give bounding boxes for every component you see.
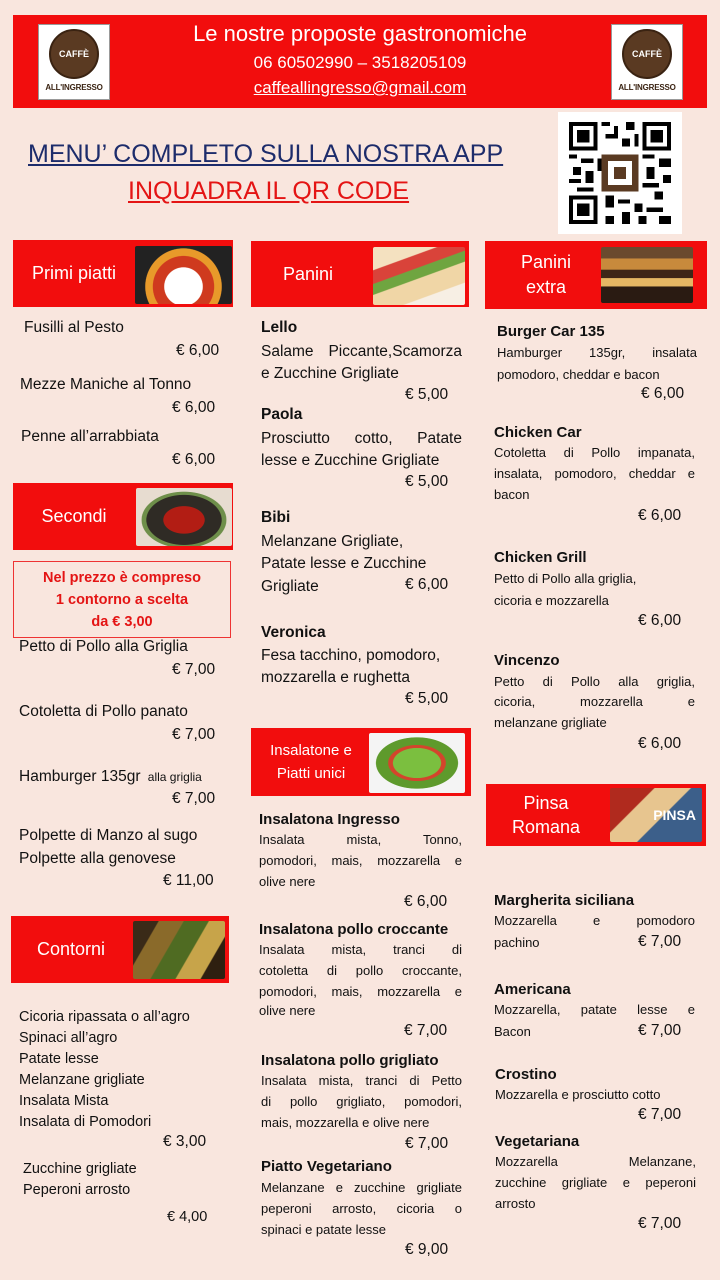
cafe-logo-right: [611, 24, 683, 100]
dish-price: € 7,00: [638, 933, 682, 950]
dish-price: € 6,00: [641, 385, 685, 402]
section-secondi: [13, 483, 233, 550]
app-promo-title: MENU’ COMPLETO SULLA NOSTRA APP: [28, 140, 504, 168]
sandwich-photo: [373, 247, 465, 305]
dish-price: € 6,00: [404, 893, 448, 910]
dish-price: € 6,00: [638, 735, 682, 752]
dish-price: € 6,00: [176, 342, 220, 359]
dish-desc: Insalata mista, tranci di Petto: [261, 1073, 462, 1088]
dish-desc: mozzarella e rughetta: [261, 669, 411, 686]
section-title: Contorni: [36, 939, 106, 959]
list-item: Insalata Mista: [19, 1093, 109, 1109]
dish-price: € 7,00: [172, 661, 216, 678]
dish-desc: olive nere: [259, 1003, 316, 1018]
dish-desc: pomodoro, cheddar e bacon: [497, 367, 660, 382]
logo-text: ALL'INGRESSO: [45, 83, 103, 92]
section-pinsa-romana: [486, 784, 706, 846]
dish-desc: mais, mozzarella e olive nere: [261, 1115, 430, 1130]
dish-name: Insalatona Ingresso: [259, 811, 400, 828]
dish-desc: Petto di Pollo alla griglia,: [494, 571, 637, 586]
dish-name: Insalatona pollo croccante: [259, 921, 449, 938]
dish-desc: arrosto: [495, 1196, 536, 1211]
dish-desc: Mozzarella Melanzane,: [495, 1154, 696, 1169]
dish-desc: Mozzarella e pomodoro: [494, 913, 695, 928]
dish-desc: Mozzarella, patate lesse e: [494, 1002, 695, 1017]
list-item: Spinaci all’agro: [19, 1030, 118, 1046]
dish-desc: insalata, pomodoro, cheddar e: [494, 466, 695, 481]
dish-price: € 11,00: [163, 872, 214, 889]
dish-desc: Melanzane e zucchine grigliate: [261, 1180, 462, 1195]
dish-name: Insalatona pollo grigliato: [261, 1052, 439, 1069]
dish-name: Penne all’arrabbiata: [21, 428, 159, 445]
pinsa-badge: PINSA: [653, 807, 696, 823]
header-email-link[interactable]: caffeallingresso@gmail.com: [253, 78, 467, 97]
section-panini: [251, 241, 469, 307]
section-title: Secondi: [41, 506, 107, 526]
list-item: Melanzane grigliate: [19, 1072, 145, 1088]
dish-desc: pachino: [494, 935, 540, 950]
qr-instruction: INQUADRA IL QR CODE: [128, 177, 410, 205]
dish-desc: Melanzane Grigliate,: [261, 533, 404, 550]
dish-name: Crostino: [495, 1066, 557, 1083]
dish-name: Bibi: [261, 509, 291, 526]
dish-name: Vegetariana: [495, 1133, 580, 1150]
logo-text: ALL'INGRESSO: [618, 83, 676, 92]
qr-code[interactable]: [558, 112, 682, 234]
section-title: Pinsa Romana: [511, 793, 581, 837]
contorni-list-1: [19, 1007, 190, 1133]
section-contorni: [11, 916, 229, 983]
dish-desc: melanzane grigliate: [494, 715, 607, 730]
pinsa-photo: [610, 788, 702, 842]
dish-desc: Mozzarella e prosciutto cotto: [495, 1087, 661, 1102]
section-title: Insalatone e Piatti unici: [270, 742, 352, 782]
dish-name: Chicken Grill: [494, 549, 587, 566]
dish-desc: Insalata mista, Tonno,: [259, 832, 462, 847]
dish-desc: bacon: [494, 487, 530, 502]
dish-price: € 7,00: [638, 1022, 682, 1039]
dish-price: € 6,00: [638, 612, 682, 629]
list-item: Patate lesse: [19, 1051, 99, 1067]
section-insalatone: [251, 728, 471, 796]
dish-price: € 6,00: [172, 399, 216, 416]
section-title: Panini: [282, 263, 334, 284]
dish-price: € 3,00: [163, 1133, 207, 1150]
dish-price: € 7,00: [404, 1022, 448, 1039]
dish-price: € 4,00: [167, 1209, 208, 1225]
dish-price: € 6,00: [405, 576, 449, 593]
dish-price: € 6,00: [172, 451, 216, 468]
dish-price: € 5,00: [405, 690, 449, 707]
dish-name: Vincenzo: [494, 652, 560, 669]
dish-desc: cicoria, mozzarella e: [494, 694, 695, 709]
burger-photo: [601, 247, 693, 303]
qr-code-icon: [568, 122, 672, 224]
dish-name: Veronica: [261, 624, 326, 641]
dish-desc: Petto di Pollo alla griglia,: [494, 674, 695, 689]
dish-desc: zucchine grigliate e peperoni: [495, 1175, 696, 1190]
dish-desc: Salame Piccante,Scamorza: [261, 343, 462, 360]
header-title: Le nostre proposte gastronomiche: [193, 21, 527, 46]
dish-name: Paola: [261, 406, 303, 423]
dish-desc: Grigliate: [261, 578, 319, 595]
dish-desc: spinaci e patate lesse: [261, 1222, 387, 1237]
dish-desc: di pollo grigliato, pomodori,: [261, 1094, 462, 1109]
dish-name: Cotoletta di Pollo panato: [19, 703, 188, 720]
grilled-vegetables-photo: [133, 921, 225, 979]
dish-name: Americana: [494, 981, 571, 998]
meatballs-photo: [136, 488, 232, 546]
dish-name: Fusilli al Pesto: [24, 319, 124, 336]
dish-price: € 7,00: [172, 726, 216, 743]
dish-desc: lesse e Zucchine Grigliate: [261, 452, 440, 469]
dish-desc: Hamburger 135gr, insalata: [497, 345, 697, 360]
dish-price: € 9,00: [405, 1241, 449, 1258]
section-panini-extra: [485, 241, 707, 309]
dish-price: € 7,00: [405, 1135, 449, 1152]
dish-desc: Prosciutto cotto, Patate: [261, 430, 462, 447]
dish-price: € 6,00: [638, 507, 682, 524]
dish-price: € 7,00: [638, 1215, 682, 1232]
list-item: Zucchine grigliate: [23, 1161, 137, 1177]
dish-desc: cotoletta di pollo croccante,: [259, 963, 462, 978]
dish-desc: Cotoletta di Pollo impanata,: [494, 445, 695, 460]
coffee-cup-icon: CAFFÈ: [49, 29, 99, 79]
dish-name: Lello: [261, 319, 298, 336]
section-title: Primi piatti: [31, 263, 116, 283]
dish-desc: Insalata mista, tranci di: [259, 942, 462, 957]
header-phones[interactable]: 06 60502990 – 3518205109: [253, 53, 467, 72]
dish-note: alla griglia: [147, 770, 202, 784]
dish-desc: e Zucchine Grigliate: [261, 365, 399, 382]
list-item: Peperoni arrosto: [23, 1182, 131, 1198]
dish-price: € 7,00: [172, 790, 216, 807]
dish-name: Chicken Car: [494, 424, 582, 441]
list-item: Cicoria ripassata o all’agro: [19, 1009, 190, 1025]
section-title: Panini extra: [520, 252, 572, 297]
dish-desc: cicoria e mozzarella: [494, 593, 609, 608]
dish-name: Margherita siciliana: [494, 892, 635, 909]
dish-price: € 5,00: [405, 473, 449, 490]
list-item: Insalata di Pomodori: [19, 1114, 152, 1130]
dish-name: Polpette di Manzo al sugo: [19, 827, 198, 844]
header-banner: [13, 15, 707, 108]
dish-desc: Patate lesse e Zucchine: [261, 555, 427, 572]
side-dish-notice: Nel prezzo è compreso 1 contorno a scelta da € 3,00: [13, 561, 231, 638]
contorni-list-2: [23, 1159, 137, 1201]
pasta-photo: [135, 246, 232, 304]
dish-name: Burger Car 135: [497, 323, 605, 340]
dish-desc: pomodori, mais, mozzarella e: [259, 853, 462, 868]
dish-price: € 7,00: [638, 1106, 682, 1123]
dish-desc: Bacon: [494, 1024, 531, 1039]
dish-name: Hamburger 135gr alla griglia: [19, 768, 202, 785]
dish-name: Polpette alla genovese: [19, 850, 176, 867]
section-primi-piatti: [13, 240, 233, 307]
dish-desc: peperoni arrosto, cicoria o: [261, 1201, 462, 1216]
dish-desc: Fesa tacchino, pomodoro,: [261, 647, 441, 664]
dish-price: € 5,00: [405, 386, 449, 403]
dish-name: Mezze Maniche al Tonno: [20, 376, 192, 393]
dish-desc: pomodori, mais, mozzarella e: [259, 984, 462, 999]
dish-name: Petto di Pollo alla Griglia: [19, 638, 188, 655]
dish-name: Piatto Vegetariano: [261, 1158, 392, 1175]
coffee-cup-icon: CAFFÈ: [622, 29, 672, 79]
dish-desc: olive nere: [259, 874, 316, 889]
salad-photo: [369, 733, 465, 793]
